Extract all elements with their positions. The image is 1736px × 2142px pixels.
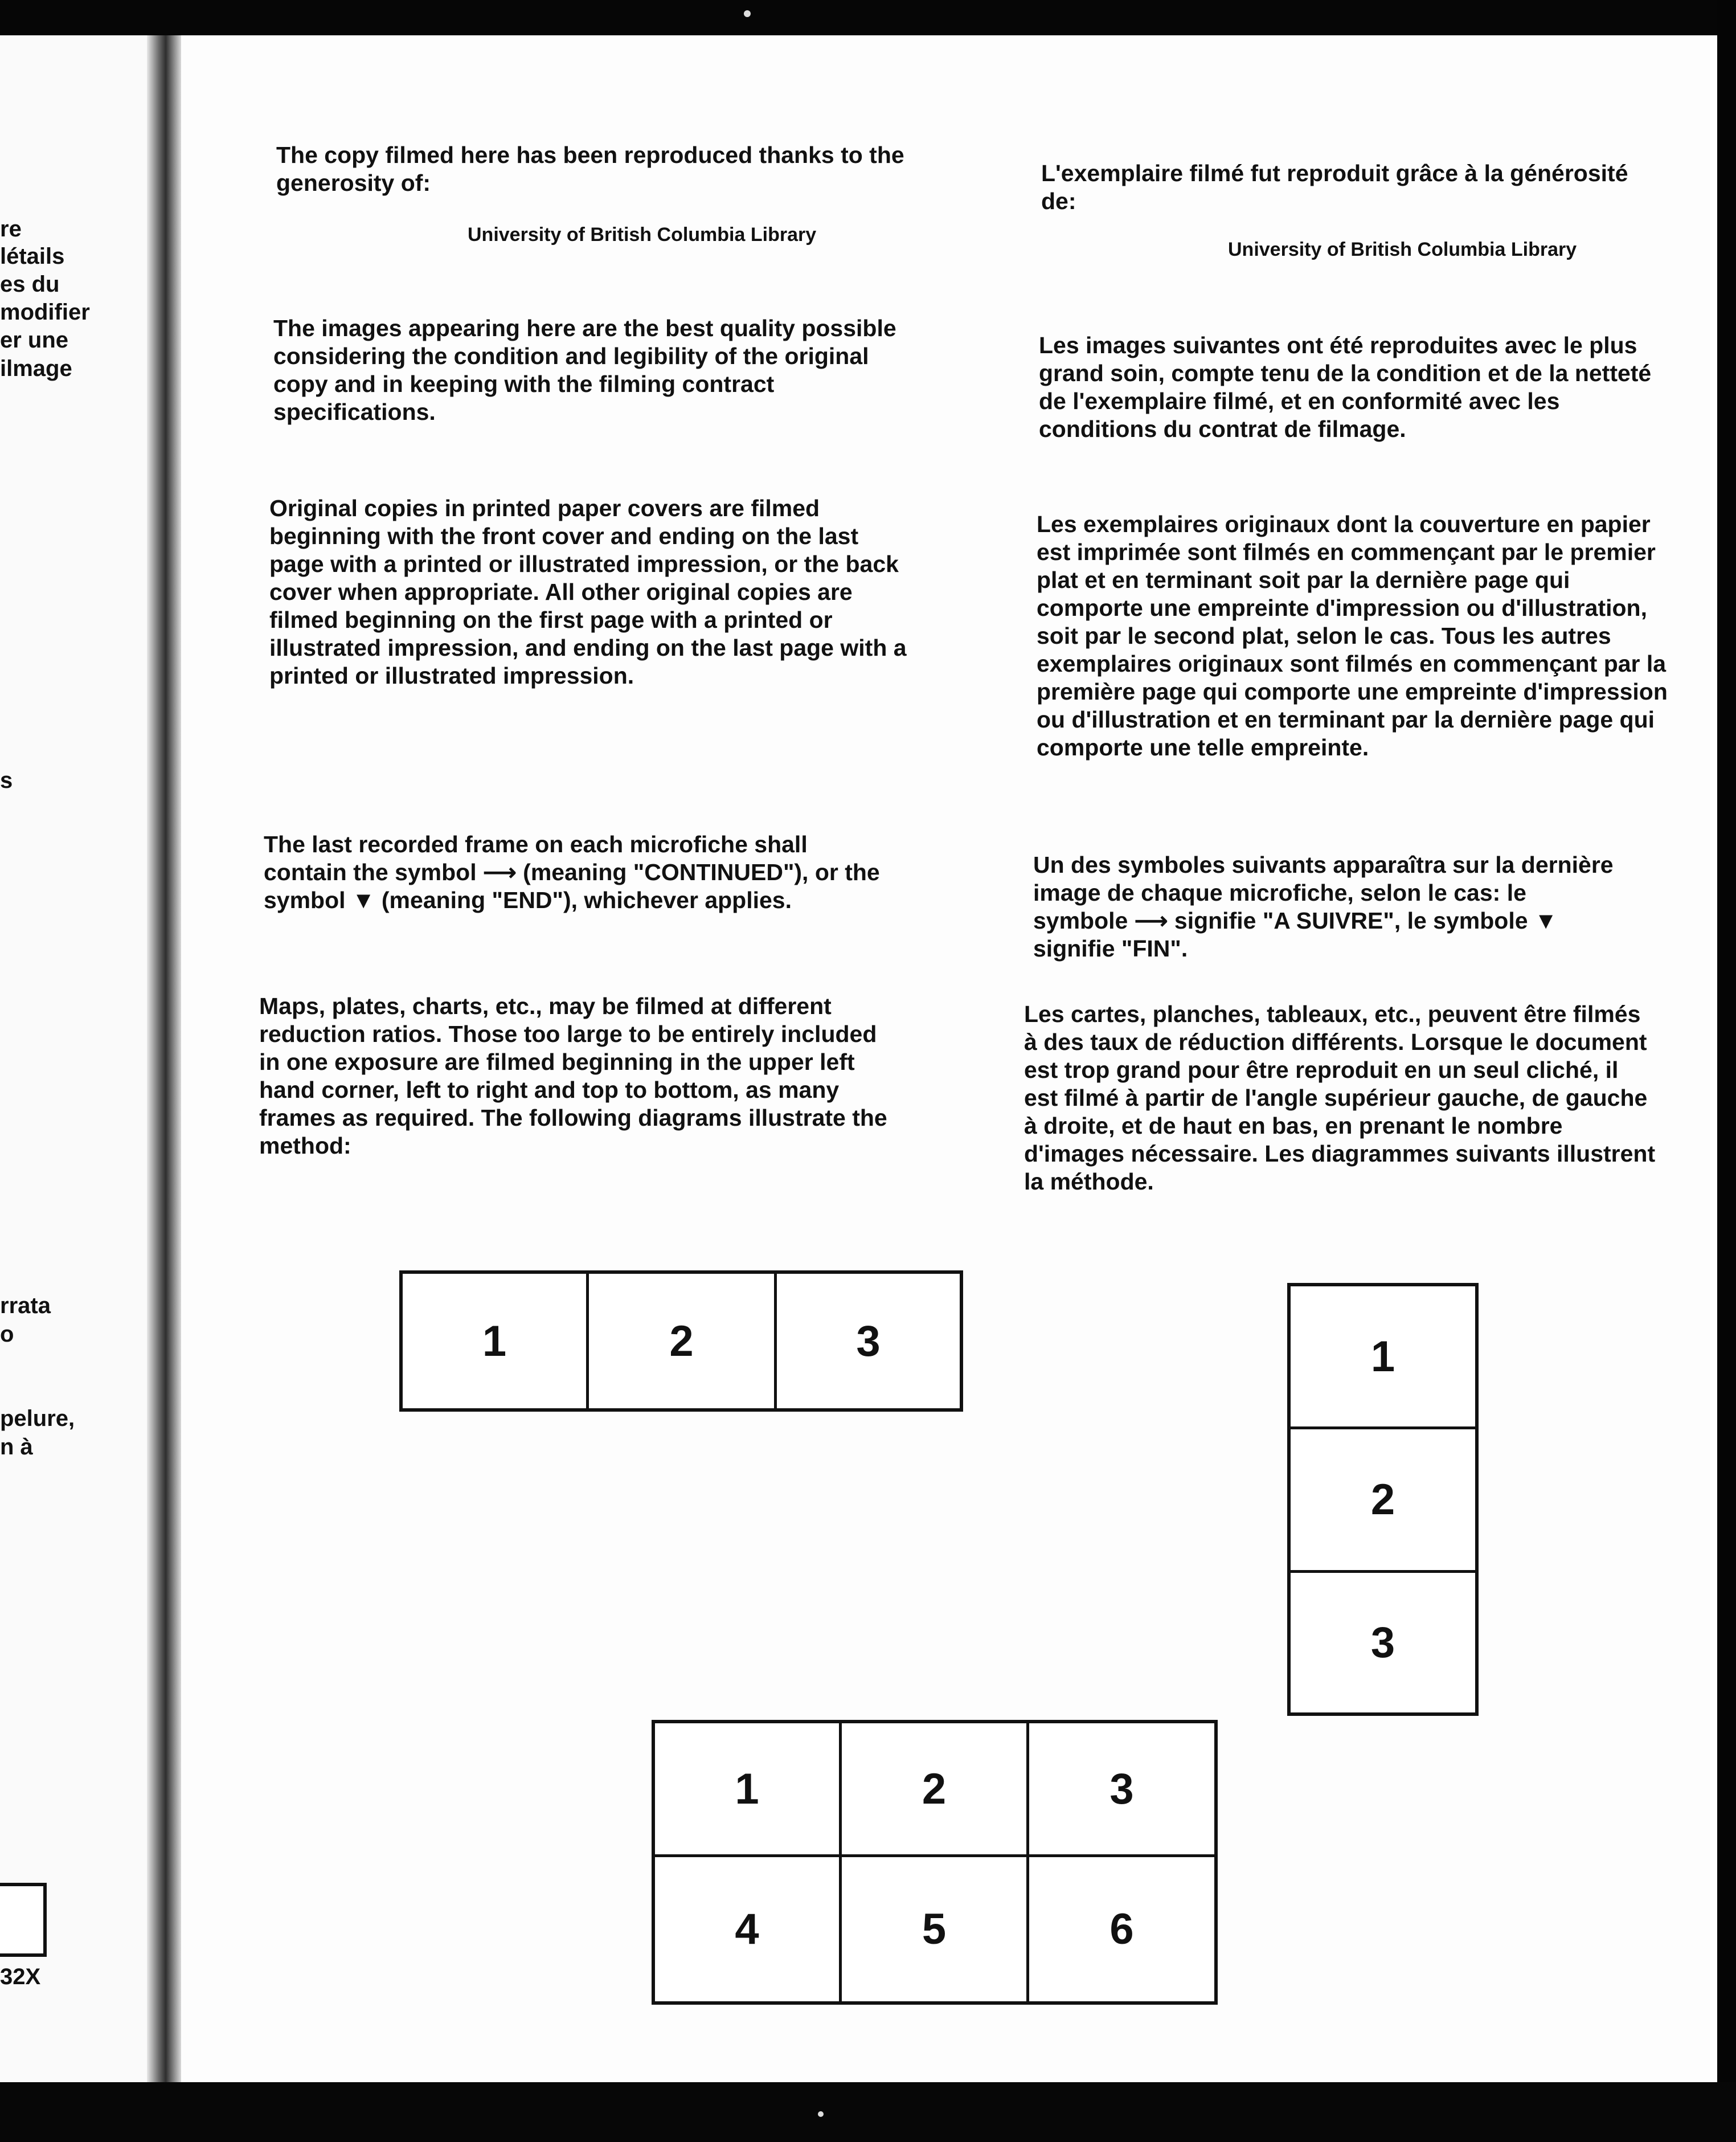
french-maps-paragraph: [1024, 1000, 1656, 1196]
diagram-frame-number: 4: [735, 1905, 759, 1953]
french-library-name: University of British Columbia Library: [1228, 239, 1577, 260]
french-quality-paragraph: [1039, 332, 1671, 443]
fragment-line: es du: [0, 272, 60, 297]
fragment-line: pelure,: [0, 1406, 75, 1431]
diagram-frame-number: 1: [482, 1317, 507, 1366]
diagram-frame-number: 3: [1109, 1764, 1134, 1813]
fragment-line: ilmage: [0, 356, 72, 381]
english-library-name: University of British Columbia Library: [468, 224, 817, 246]
fragment-line: er une: [0, 328, 69, 353]
french-intro-text: L'exemplaire filmé fut reproduit grâce à la générosité de:: [1041, 160, 1628, 214]
diagram-frame-number: 6: [1109, 1905, 1134, 1953]
french-symbols-paragraph: [1033, 851, 1620, 963]
english-maps-paragraph: [259, 992, 897, 1160]
film-border-bottom: [0, 2082, 1736, 2142]
diagram-grid: [652, 1720, 1218, 2005]
fragment-line: rrata: [0, 1293, 51, 1318]
fragment-line: modifier: [0, 300, 90, 325]
fragment-line: létails: [0, 244, 65, 269]
diagram-vertical-strip: [1287, 1283, 1479, 1716]
fragment-line: s: [0, 768, 13, 793]
english-covers-text: Original copies in printed paper covers are filmed beginning with the front cover and ending on the last page with a printed or illustrated impression, or the back cover when appropriate. All other original copies are filmed beginning on the first page with a printed or illustrated impression, and ending on the last page with a printed or illustrated impression.: [269, 495, 907, 689]
fragment-line: n à: [0, 1434, 33, 1460]
french-intro: [1041, 160, 1633, 215]
page-gutter-shadow: [147, 35, 181, 2082]
fragment-line: re: [0, 216, 22, 242]
french-quality-text: Les images suivantes ont été reproduites avec le plus grand soin, compte tenu de la condition et de la netteté de l'exemplaire filmé, et en conformité avec les conditions du contrat de filmage.: [1039, 332, 1652, 442]
english-covers-paragraph: [269, 494, 919, 690]
resolution-target-box: [0, 1883, 47, 1957]
diagram-frame-number: 2: [669, 1317, 694, 1366]
english-quality-text: The images appearing here are the best quality possible considering the condition and legibility of the original copy and in keeping with the filming contract specifications.: [273, 315, 896, 425]
english-symbols-paragraph: [264, 831, 896, 914]
diagram-frame-number: 1: [735, 1764, 759, 1813]
film-speck: [818, 2111, 824, 2117]
diagram-frame-number: 2: [922, 1764, 947, 1813]
french-covers-text: Les exemplaires originaux dont la couverture en papier est imprimée sont filmés en commençant par le premier plat et en terminant soit par la dernière page qui comporte une empreinte d'impression ou d'illustration, soit par le second plat, selon le cas. Tous les autres exemplaires originaux sont filmés en commençant par la première page qui comporte une empreinte d'impression ou d'illustration et en terminant par la dernière page qui comporte une telle empreinte.: [1037, 511, 1668, 761]
film-speck: [744, 10, 751, 17]
diagram-horizontal-strip: [399, 1270, 963, 1412]
filming-notice-page: [181, 35, 1717, 2082]
diagram-frame-number: 1: [1370, 1332, 1395, 1381]
diagram-frame-number: 2: [1370, 1475, 1395, 1524]
diagram-frame-number: 5: [922, 1905, 947, 1953]
film-border-top: [0, 0, 1736, 35]
english-intro: [276, 141, 908, 197]
english-quality-paragraph: [273, 314, 906, 426]
diagram-frame-number: 3: [1370, 1618, 1395, 1667]
film-border-right: [1717, 0, 1736, 2142]
resolution-target-label: 32X: [0, 1964, 41, 1989]
english-maps-text: Maps, plates, charts, etc., may be filmed at different reduction ratios. Those too large to be entirely included in one exposure are filmed beginning in the upper left hand corner, left to right and top to bottom, as many frames as required. The following diagrams illustrate the method:: [259, 993, 887, 1159]
english-symbols-text: The last recorded frame on each microfiche shall contain the symbol ⟶ (meaning "CONTINUED"), or the symbol ▼ (meaning "END"), whichever applies.: [264, 831, 880, 913]
french-covers-paragraph: [1037, 510, 1680, 762]
fragment-line: o: [0, 1322, 14, 1347]
french-symbols-text: Un des symboles suivants apparaîtra sur la dernière image de chaque microfiche, selon le cas: le symbole ⟶ signifie "A SUIVRE", le symbole ▼ signifie "FIN".: [1033, 852, 1614, 962]
diagram-frame-number: 3: [856, 1317, 881, 1366]
french-maps-text: Les cartes, planches, tableaux, etc., peuvent être filmés à des taux de réduction différents. Lorsque le document est trop grand pour être reproduit en un seul cliché, il est filmé à partir de l'angle supérieur gauche, de gauche à droite, et de haut en bas, en prenant le nombre d'images nécessaire. Les diagrammes suivants illustrent la méthode.: [1024, 1001, 1656, 1195]
english-intro-text: The copy filmed here has been reproduced thanks to the generosity of:: [276, 142, 904, 196]
